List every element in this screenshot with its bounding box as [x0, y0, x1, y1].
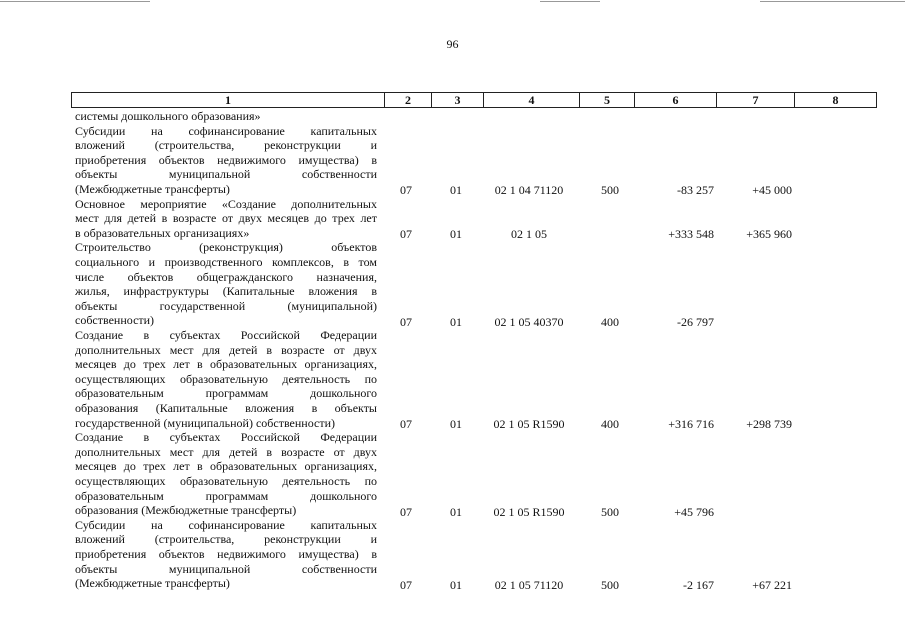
cell-col-7: +365 960 — [746, 227, 792, 242]
page-number: 96 — [446, 37, 459, 51]
description-line: приобретения объектов недвижимого имущества) в — [75, 546, 377, 561]
description-line: Основное мероприятие «Создание дополнительных — [75, 196, 377, 211]
description-line: в образовательных организациях» — [75, 225, 250, 240]
description-line: месяцев до трех лет в образовательных организациях, — [75, 459, 377, 474]
description-line: образования (Межбюджетные трансферты) — [75, 503, 297, 518]
description-line: Создание в субъектах Российской Федерации — [75, 430, 377, 445]
cell-col-7: +298 739 — [746, 417, 792, 432]
cell-col-6: -26 797 — [677, 314, 714, 329]
column-header-6: 6 — [635, 93, 717, 108]
row-description — [75, 430, 377, 518]
cell-col-6: -83 257 — [677, 183, 714, 198]
cell-col-5: 500 — [601, 577, 619, 592]
description-line: Субсидии на софинансирование капитальных — [75, 517, 377, 532]
cell-col-4: 02 1 05 — [511, 227, 547, 242]
description-line: образования (Капитальные вложения в объекты — [75, 400, 377, 415]
description-line: (Межбюджетные трансферты) — [75, 576, 230, 591]
row-description — [75, 328, 377, 430]
cell-col-2: 07 — [400, 417, 412, 432]
description-line: Создание в субъектах Российской Федерации — [75, 328, 377, 342]
cell-col-6: +333 548 — [668, 227, 714, 242]
description-line: дополнительных мест для детей в возрасте от двух — [75, 342, 377, 357]
column-header-8: 8 — [795, 93, 877, 108]
cell-col-3: 01 — [450, 504, 462, 519]
description-line: Субсидии на софинансирование капитальных — [75, 123, 377, 138]
description-line: месяцев до трех лет в образовательных организациях, — [75, 357, 377, 372]
cell-col-3: 01 — [450, 577, 462, 592]
cell-col-2: 07 — [400, 504, 412, 519]
description-line: системы дошкольного образования» — [75, 109, 261, 123]
description-line: собственности) — [75, 313, 155, 328]
column-header-3: 3 — [432, 93, 484, 108]
cell-col-3: 01 — [450, 227, 462, 242]
cell-col-5: 400 — [601, 417, 619, 432]
cell-col-6: +45 796 — [674, 504, 714, 519]
cell-col-2: 07 — [400, 183, 412, 198]
column-header-5: 5 — [580, 93, 635, 108]
description-line: дополнительных мест для детей в возрасте от двух — [75, 444, 377, 459]
description-line: Строительство (реконструкция) объектов — [75, 240, 377, 255]
description-line: вложений (строительства, реконструкции и — [75, 138, 377, 153]
cell-col-6: +316 716 — [668, 417, 714, 432]
row-description — [75, 197, 377, 241]
cell-col-3: 01 — [450, 417, 462, 432]
cell-col-5: 500 — [601, 183, 619, 198]
cell-col-4: 02 1 04 71120 — [494, 183, 564, 198]
description-line: объекты муниципальной собственности — [75, 561, 377, 576]
scan-edge-top-far-right — [760, 1, 905, 2]
description-line: объекты муниципальной собственности — [75, 167, 377, 182]
description-line: государственной (муниципальной) собственности) — [75, 415, 336, 430]
description-line: осуществляющих образовательную деятельность по — [75, 371, 377, 386]
cell-col-4: 02 1 05 71120 — [494, 577, 564, 592]
cell-col-3: 01 — [450, 314, 462, 329]
description-line: вложений (строительства, реконструкции и — [75, 532, 377, 547]
description-line: мест для детей в возрасте от двух месяцев до трех лет — [75, 211, 377, 226]
description-line: (Межбюджетные трансферты) — [75, 181, 230, 196]
row-description — [75, 240, 377, 328]
row-description — [75, 124, 377, 197]
cell-col-2: 07 — [400, 314, 412, 329]
cell-col-2: 07 — [400, 227, 412, 242]
description-line: жилья, инфраструктуры (Капитальные вложения в — [75, 284, 377, 299]
cell-col-5: 400 — [601, 314, 619, 329]
cell-col-7: +67 221 — [752, 577, 792, 592]
scan-edge-top-right — [540, 1, 600, 2]
description-line: объекты государственной (муниципальной) — [75, 298, 377, 313]
scan-edge-top-left — [0, 1, 150, 2]
cell-col-6: -2 167 — [683, 577, 714, 592]
cell-col-3: 01 — [450, 183, 462, 198]
column-header-1: 1 — [72, 93, 385, 108]
row-description — [75, 109, 377, 124]
cell-col-7: +45 000 — [752, 183, 792, 198]
cell-col-4: 02 1 05 R1590 — [493, 504, 565, 519]
cell-col-2: 07 — [400, 577, 412, 592]
description-line: приобретения объектов недвижимого имущества) в — [75, 152, 377, 167]
description-line: числе объектов общегражданского назначения, — [75, 269, 377, 284]
column-header-row — [71, 92, 877, 108]
row-description — [75, 518, 377, 591]
description-line: социального и производственного комплексов, в том — [75, 254, 377, 269]
description-line: образовательным программам дошкольного — [75, 488, 377, 503]
description-line: образовательным программам дошкольного — [75, 386, 377, 401]
cell-col-5: 500 — [601, 504, 619, 519]
column-header-2: 2 — [385, 93, 432, 108]
cell-col-4: 02 1 05 40370 — [494, 314, 564, 329]
description-line: осуществляющих образовательную деятельность по — [75, 473, 377, 488]
column-header-4: 4 — [484, 93, 580, 108]
cell-col-4: 02 1 05 R1590 — [493, 417, 565, 432]
column-header-7: 7 — [717, 93, 795, 108]
